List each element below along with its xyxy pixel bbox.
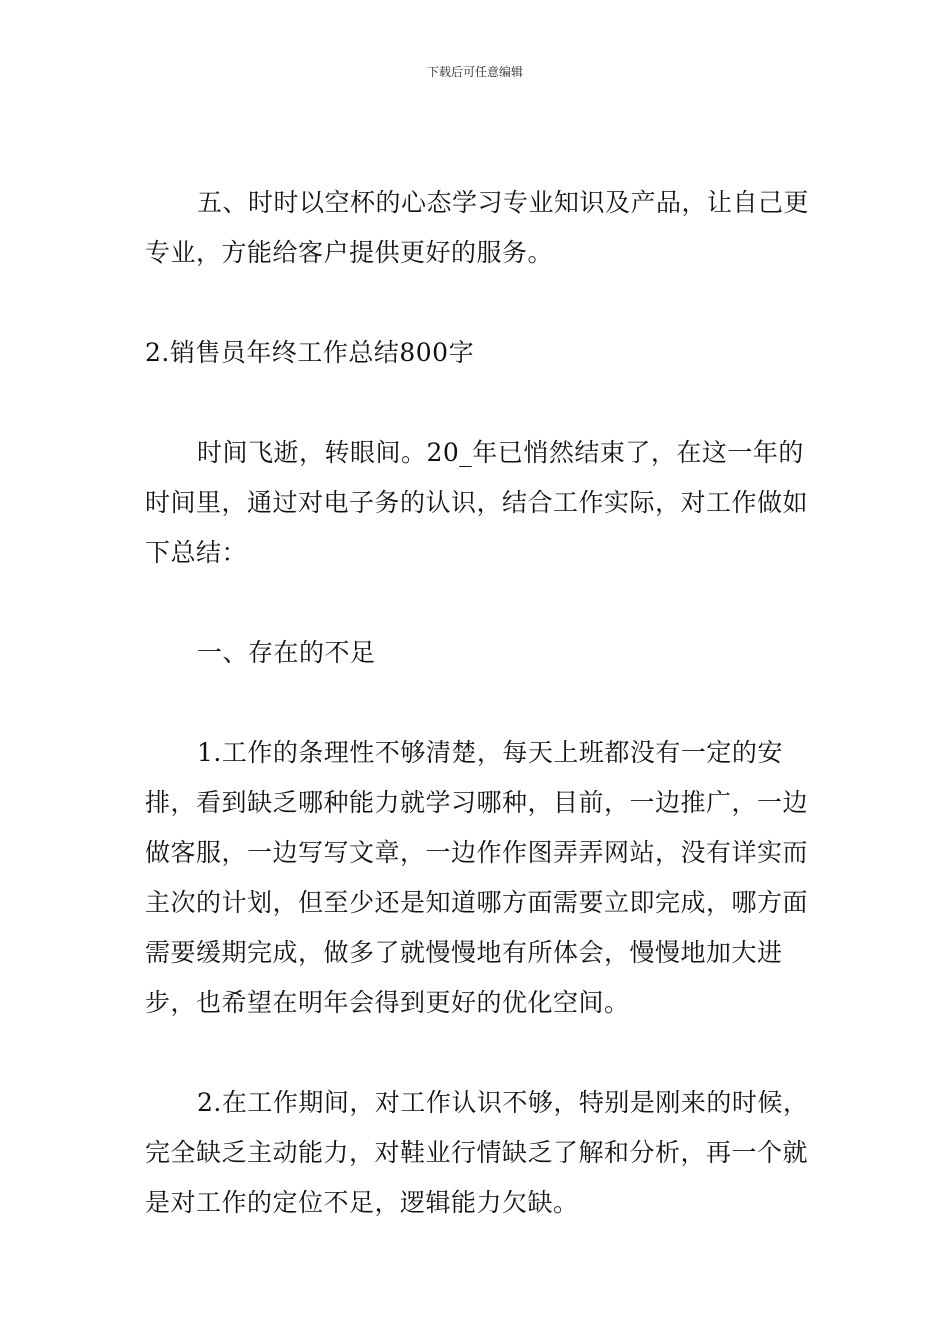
paragraph-point-two: 2.在工作期间，对工作认识不够，特别是刚来的时候，完全缺乏主动能力，对鞋业行情缺乏了解和分析，再一个就是对工作的定位不足，逻辑能力欠缺。 <box>145 1088 809 1217</box>
paragraph-intro: 时间飞逝，转眼间。20_年已悄然结束了，在这一年的时间里，通过对电子务的认识，结合工作实际，对工作做如下总结： <box>145 438 809 567</box>
page-header: 下载后可任意编辑 <box>426 65 523 79</box>
paragraph-point-one: 1.工作的条理性不够清楚，每天上班都没有一定的安排，看到缺乏哪种能力就学习哪种，目前，一边推广，一边做客服，一边写写文章，一边作作图弄弄网站，没有详实而主次的计划，但至少还是知道哪方面需要立即完成，哪方面需要缓期完成，做多了就慢慢地有所体会，慢慢地加大进步，也希望在明年会得到更好的优化空间。 <box>145 738 809 1017</box>
article-title: 2.销售员年终工作总结800字 <box>145 338 475 367</box>
paragraph-section-five: 五、时时以空杯的心态学习专业知识及产品，让自己更专业，方能给客户提供更好的服务。 <box>145 188 810 267</box>
document-body <box>145 178 810 1228</box>
section-heading-shortcomings: 一、存在的不足 <box>197 638 376 667</box>
